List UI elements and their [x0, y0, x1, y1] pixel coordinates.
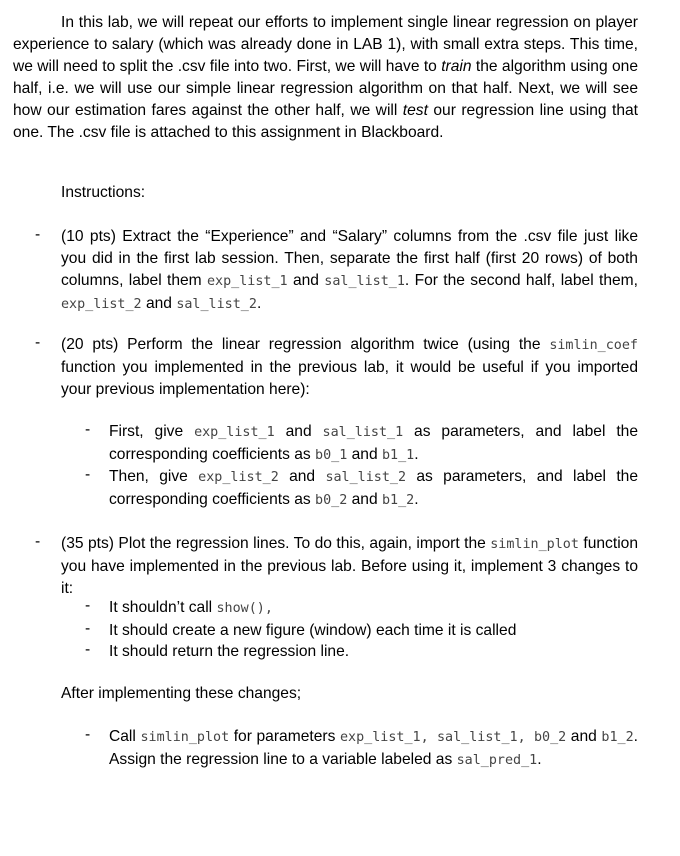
code-exp-list-1: exp_list_1 — [207, 274, 288, 289]
bullet-dash: - — [35, 334, 41, 351]
instruction-subitem — [85, 641, 638, 663]
intro-paragraph — [13, 12, 638, 144]
code-sal-list-1: sal_list_1 — [324, 274, 405, 289]
item-text: (10 pts) Extract the “Experience” and “Salary” columns from the .csv file just like you did in the first lab session. Then, separate the first half (first 20 rows) of both columns, label them exp_list_1 and sal_list_1. For the second half, label them, exp_list_2 and sal_list_2. — [61, 228, 638, 312]
instruction-subitem — [85, 466, 638, 512]
emphasis-train: train — [441, 58, 472, 75]
instruction-subitem — [85, 597, 638, 620]
bullet-dash: - — [85, 597, 91, 614]
item-text: It shouldn’t call show(), — [109, 599, 273, 616]
code-simlin-plot: simlin_plot — [490, 537, 579, 552]
item-text: (35 pts) Plot the regression lines. To do this, again, import the simlin_plot function you have implemented in the previous lab. Before using it, implement 3 changes to it: — [61, 535, 638, 597]
code-sal-list-2: sal_list_2 — [176, 297, 257, 312]
item-text: Then, give exp_list_2 and sal_list_2 as parameters, and label the corresponding coefficients as b0_2 and b1_2. — [109, 468, 638, 508]
after-changes-text: After implementing these changes; — [61, 685, 302, 702]
item-text: It should return the regression line. — [109, 643, 350, 660]
item-text: It should create a new figure (window) each time it is called — [109, 622, 517, 639]
instruction-subitem — [85, 421, 638, 467]
bullet-dash: - — [85, 421, 91, 438]
intro-text: In this lab, we will repeat our efforts to implement single linear regression on player experience to salary (which was already done in LAB 1), with small extra steps. This time, we will need to split the .csv file into two. First, we will have to — [13, 14, 638, 75]
instruction-subitem — [85, 620, 638, 642]
item-text: (20 pts) Perform the linear regression algorithm twice (using the simlin_coef function you implemented in the previous lab, it would be useful if you imported your previous implementation here): — [61, 336, 638, 398]
intro-text: our regression line using that one. The .csv file is attached to this assignment in Blackboard. — [13, 102, 638, 141]
bullet-dash: - — [35, 533, 41, 550]
bullet-dash: - — [85, 726, 91, 743]
bullet-dash: - — [85, 620, 91, 637]
instruction-item-1 — [35, 226, 638, 316]
bullet-dash: - — [85, 641, 91, 658]
item-text: Call simlin_plot for parameters exp_list_1, sal_list_1, b0_2 and b1_2. Assign the regression line to a variable labeled as sal_pred_1. — [109, 728, 639, 768]
code-simlin-coef: simlin_coef — [549, 338, 638, 353]
final-instruction-item — [85, 726, 639, 772]
bullet-dash: - — [35, 226, 41, 243]
code-exp-list-2: exp_list_2 — [61, 297, 142, 312]
instruction-item-3 — [35, 533, 638, 600]
instruction-item-2 — [35, 334, 638, 401]
emphasis-test: test — [402, 102, 428, 119]
bullet-dash: - — [85, 466, 91, 483]
instructions-heading: Instructions: — [61, 184, 146, 201]
item-text: First, give exp_list_1 and sal_list_1 as parameters, and label the corresponding coefficients as b0_1 and b1_1. — [109, 423, 638, 463]
intro-text: the algorithm using one half, i.e. we will use our simple linear regression algorithm on that half. Next, we will see how our estimation fares against the other half, we will — [13, 58, 639, 119]
